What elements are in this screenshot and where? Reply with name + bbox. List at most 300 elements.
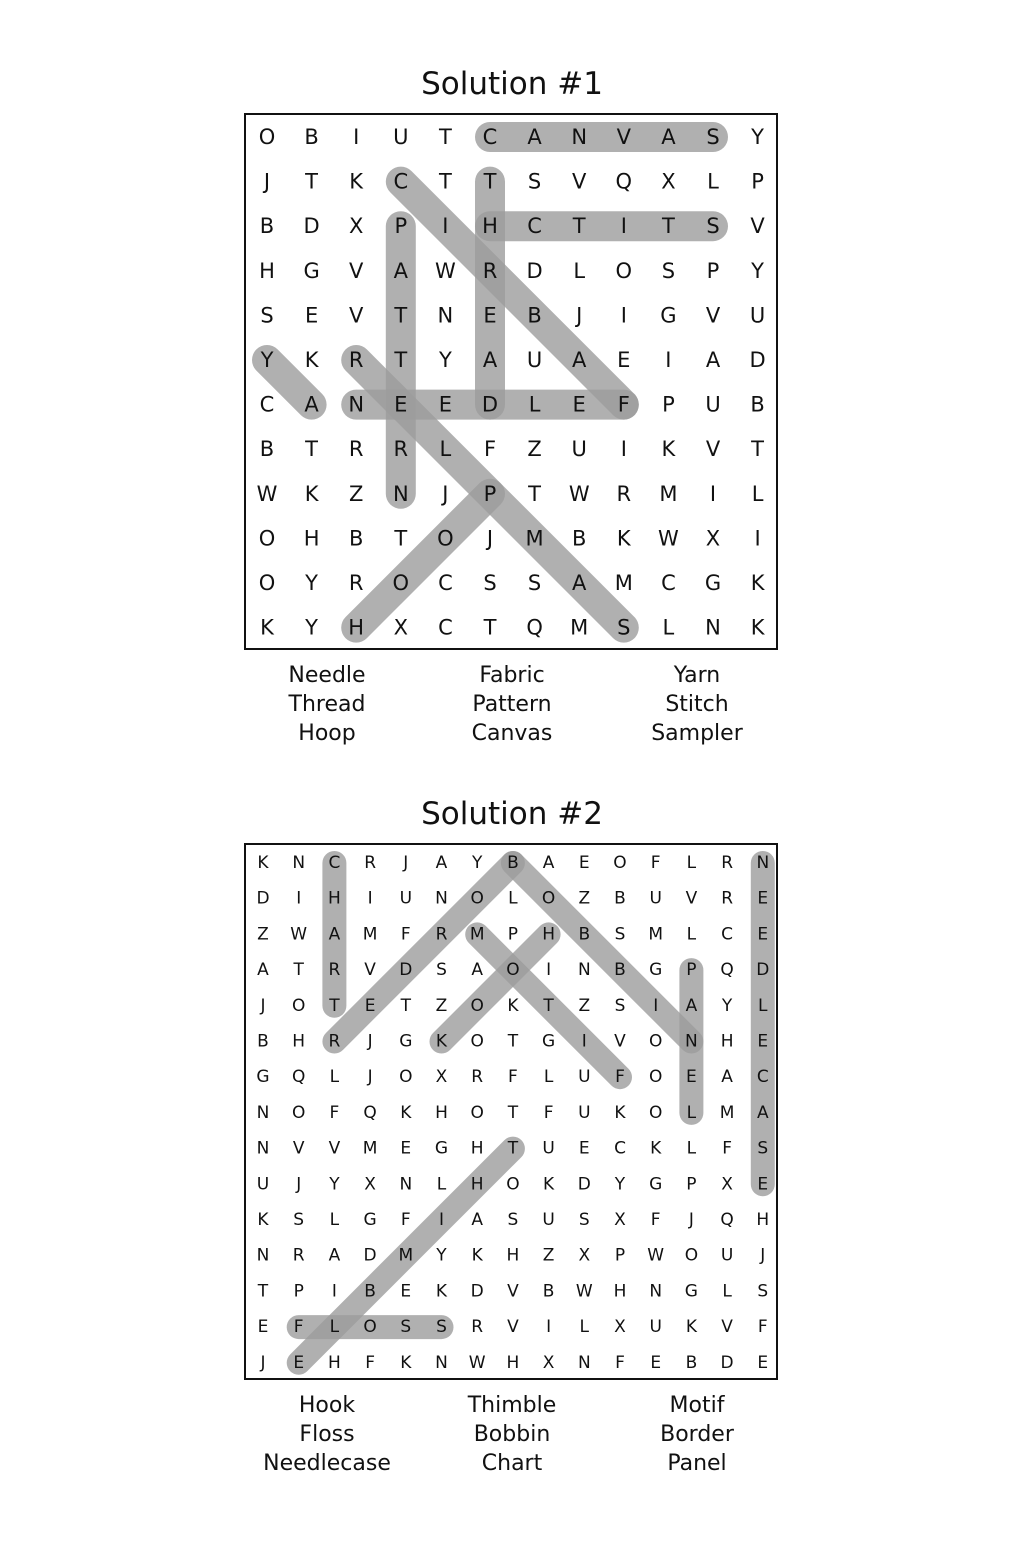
grid-letter[interactable]: N [256,1138,270,1159]
grid-letter[interactable]: N [705,615,721,640]
grid-letter[interactable]: T [305,169,319,194]
grid-letter[interactable]: H [470,1174,484,1195]
grid-letter[interactable]: Q [292,1067,306,1088]
grid-letter[interactable]: V [292,1138,305,1159]
grid-letter[interactable]: Y [751,125,765,149]
grid-letter[interactable]: F [365,1352,375,1373]
grid-letter[interactable]: U [571,437,587,462]
grid-letter[interactable]: I [546,960,552,981]
grid-letter[interactable]: W [647,1245,665,1266]
grid-letter[interactable]: N [435,1352,448,1373]
grid-letter[interactable]: I [442,214,449,239]
grid-letter[interactable]: O [399,1067,413,1088]
grid-letter[interactable]: G [660,303,677,328]
grid-letter[interactable]: A [435,853,448,873]
grid-letter[interactable]: Y [751,258,765,283]
grid-letter[interactable]: Q [720,960,734,981]
grid-letter[interactable]: K [471,1245,483,1266]
grid-letter[interactable]: F [722,1138,732,1159]
grid-letter[interactable]: B [542,1281,555,1302]
grid-letter[interactable]: Z [578,888,591,909]
grid-letter[interactable]: O [470,1031,484,1052]
grid-letter[interactable]: O [258,571,276,595]
grid-letter[interactable]: V [616,125,631,149]
grid-letter[interactable]: E [578,853,590,873]
grid-letter[interactable]: H [348,615,365,640]
grid-letter[interactable]: G [256,1067,270,1088]
grid-letter[interactable]: M [614,571,633,595]
grid-letter[interactable]: H [303,526,320,551]
grid-letter[interactable]: A [257,960,269,981]
grid-letter[interactable]: U [649,1317,662,1338]
grid-letter[interactable]: P [293,1281,304,1302]
grid-letter[interactable]: L [329,1317,340,1338]
grid-letter[interactable]: X [721,1174,733,1195]
grid-letter[interactable]: P [751,169,764,194]
grid-letter[interactable]: U [256,1174,270,1195]
grid-letter[interactable]: A [482,348,498,372]
grid-letter[interactable]: K [304,348,319,372]
grid-letter[interactable]: N [756,853,770,873]
grid-letter[interactable]: R [348,437,364,462]
grid-letter[interactable]: C [438,615,453,640]
grid-letter[interactable]: J [263,169,271,194]
grid-letter[interactable]: H [470,1138,484,1159]
grid-letter[interactable]: S [436,1317,447,1338]
grid-letter[interactable]: H [506,1245,520,1266]
grid-letter[interactable]: A [328,924,341,945]
grid-letter[interactable]: P [507,924,519,945]
grid-letter[interactable]: Z [542,1245,555,1266]
grid-letter[interactable]: T [438,169,452,194]
grid-letter[interactable]: Z [349,481,364,506]
grid-letter[interactable]: S [436,960,447,981]
grid-letter[interactable]: T [329,995,340,1016]
grid-letter[interactable]: T [661,214,675,239]
grid-letter[interactable]: I [754,526,761,551]
grid-letter[interactable]: L [707,169,719,194]
grid-letter[interactable]: K [400,1102,412,1123]
grid-letter[interactable]: N [256,1245,270,1266]
grid-letter[interactable]: L [751,481,764,506]
grid-letter[interactable]: K [661,437,676,462]
grid-letter[interactable]: P [706,258,720,283]
grid-letter[interactable]: U [542,1138,555,1159]
grid-letter[interactable]: F [650,1210,661,1230]
grid-letter[interactable]: K [260,615,274,640]
grid-letter[interactable]: D [720,1352,734,1373]
grid-letter[interactable]: S [661,258,676,283]
grid-letter[interactable]: Z [578,995,591,1016]
grid-letter[interactable]: O [506,1174,520,1195]
grid-letter[interactable]: A [471,960,484,981]
grid-letter[interactable]: W [468,1352,486,1373]
grid-letter[interactable]: G [399,1031,413,1052]
grid-letter[interactable]: M [525,526,544,551]
grid-letter[interactable]: L [528,392,541,417]
grid-letter[interactable]: B [527,303,542,328]
grid-letter[interactable]: P [483,481,497,506]
grid-letter[interactable]: G [434,1138,449,1159]
grid-letter[interactable]: C [259,392,275,417]
grid-letter[interactable]: V [750,214,765,239]
puzzle-1-grid[interactable] [244,113,778,650]
grid-letter[interactable]: E [757,1031,769,1052]
grid-letter[interactable]: O [363,1317,377,1338]
grid-letter[interactable]: B [750,392,765,417]
grid-letter[interactable]: B [259,214,275,239]
grid-letter[interactable]: C [438,571,453,595]
grid-letter[interactable]: Q [720,1210,734,1230]
grid-letter[interactable]: J [367,1031,373,1052]
grid-letter[interactable]: S [706,214,720,239]
grid-letter[interactable]: U [393,125,409,149]
grid-letter[interactable]: E [364,995,376,1016]
grid-letter[interactable]: K [435,1031,448,1052]
grid-letter[interactable]: U [578,1067,591,1088]
grid-letter[interactable]: O [437,526,454,551]
grid-letter[interactable]: G [303,258,320,283]
grid-letter[interactable]: B [259,437,275,462]
grid-letter[interactable]: N [437,303,454,328]
grid-letter[interactable]: L [508,888,518,909]
grid-letter[interactable]: R [435,924,448,945]
grid-letter[interactable]: E [757,888,769,909]
grid-letter[interactable]: E [400,1138,412,1159]
grid-letter[interactable]: M [362,1138,378,1159]
grid-letter[interactable]: L [329,1067,340,1088]
grid-letter[interactable]: G [649,960,663,981]
grid-letter[interactable]: B [507,853,519,873]
grid-letter[interactable]: L [686,924,697,945]
grid-letter[interactable]: D [749,348,766,372]
grid-letter[interactable]: K [750,615,765,640]
grid-letter[interactable]: V [572,169,587,194]
grid-letter[interactable]: K [507,995,519,1016]
grid-letter[interactable]: O [292,995,306,1016]
grid-letter[interactable]: T [543,995,554,1016]
grid-letter[interactable]: G [363,1210,377,1230]
grid-letter[interactable]: X [614,1210,626,1230]
grid-letter[interactable]: A [661,125,676,149]
grid-letter[interactable]: Y [305,615,319,640]
grid-letter[interactable]: F [508,1067,518,1088]
grid-letter[interactable]: U [720,1245,734,1266]
grid-letter[interactable]: C [756,1067,769,1088]
grid-letter[interactable]: H [542,924,555,945]
grid-letter[interactable]: H [720,1031,734,1052]
grid-letter[interactable]: L [579,1317,590,1338]
grid-letter[interactable]: U [649,888,662,909]
grid-letter[interactable]: H [435,1102,448,1123]
grid-letter[interactable]: M [362,924,378,945]
grid-letter[interactable]: O [470,995,484,1016]
grid-letter[interactable]: O [470,1102,484,1123]
grid-letter[interactable]: J [296,1174,302,1195]
grid-letter[interactable]: O [258,125,276,149]
grid-letter[interactable]: R [721,853,734,873]
grid-letter[interactable]: L [686,1138,697,1159]
grid-letter[interactable]: Q [363,1102,377,1123]
grid-letter[interactable]: S [614,924,626,945]
grid-letter[interactable]: E [483,303,497,328]
grid-letter[interactable]: B [348,526,364,551]
grid-letter[interactable]: B [578,924,591,945]
grid-letter[interactable]: V [705,303,721,328]
grid-letter[interactable]: W [256,481,278,506]
grid-letter[interactable]: S [757,1138,769,1159]
grid-letter[interactable]: A [685,995,698,1016]
grid-letter[interactable]: A [304,392,319,417]
grid-letter[interactable]: O [649,1102,663,1123]
grid-letter[interactable]: H [328,888,341,909]
puzzle-2-grid[interactable] [244,843,778,1380]
grid-letter[interactable]: K [685,1317,697,1338]
grid-letter[interactable]: T [507,1102,519,1123]
grid-letter[interactable]: X [578,1245,591,1266]
grid-letter[interactable]: F [483,437,497,462]
grid-letter[interactable]: A [328,1245,341,1266]
grid-letter[interactable]: V [614,1031,626,1052]
grid-letter[interactable]: N [435,888,448,909]
grid-letter[interactable]: K [614,1102,626,1123]
grid-letter[interactable]: A [393,258,408,283]
grid-letter[interactable]: O [258,526,276,551]
grid-letter[interactable]: F [329,1102,340,1123]
grid-letter[interactable]: Y [305,571,319,595]
grid-letter[interactable]: M [398,1245,414,1266]
grid-letter[interactable]: B [304,125,319,149]
grid-letter[interactable]: G [649,1174,663,1195]
grid-letter[interactable]: J [760,1245,766,1266]
grid-letter[interactable]: S [507,1210,519,1230]
grid-letter[interactable]: L [686,853,697,873]
grid-letter[interactable]: K [257,1210,269,1230]
grid-letter[interactable]: R [328,1031,341,1052]
grid-letter[interactable]: I [620,437,627,462]
grid-letter[interactable]: T [483,615,497,640]
grid-letter[interactable]: I [620,214,627,239]
grid-letter[interactable]: R [348,348,364,372]
grid-letter[interactable]: E [304,303,319,328]
grid-letter[interactable]: C [328,853,341,873]
grid-letter[interactable]: B [685,1352,698,1373]
grid-letter[interactable]: F [543,1102,554,1123]
grid-letter[interactable]: O [470,888,484,909]
grid-letter[interactable]: D [526,258,543,283]
grid-letter[interactable]: R [721,888,734,909]
grid-letter[interactable]: O [684,1245,699,1266]
grid-letter[interactable]: F [400,1210,411,1230]
grid-letter[interactable]: U [749,303,766,328]
grid-letter[interactable]: D [363,1245,377,1266]
grid-letter[interactable]: J [486,526,494,551]
grid-letter[interactable]: U [526,348,543,372]
grid-letter[interactable]: H [506,1352,520,1373]
grid-letter[interactable]: R [348,571,364,595]
grid-letter[interactable]: T [305,437,319,462]
grid-letter[interactable]: N [649,1281,663,1302]
grid-letter[interactable]: L [329,1210,340,1230]
grid-letter[interactable]: V [705,437,721,462]
grid-letter[interactable]: I [331,1281,337,1302]
grid-letter[interactable]: Q [526,615,543,640]
grid-letter[interactable]: U [578,1102,591,1123]
grid-letter[interactable]: X [614,1317,626,1338]
grid-letter[interactable]: L [436,1174,447,1195]
grid-letter[interactable]: Y [438,348,452,372]
grid-letter[interactable]: E [617,348,631,372]
grid-letter[interactable]: E [650,1352,662,1373]
grid-letter[interactable]: Q [615,169,633,194]
grid-letter[interactable]: E [757,924,769,945]
grid-letter[interactable]: E [438,392,453,417]
grid-letter[interactable]: Z [527,437,542,462]
grid-letter[interactable]: S [483,571,497,595]
grid-letter[interactable]: K [304,481,319,506]
grid-letter[interactable]: N [577,960,591,981]
grid-letter[interactable]: N [348,392,365,417]
grid-letter[interactable]: J [688,1210,694,1230]
grid-letter[interactable]: V [328,1138,341,1159]
grid-letter[interactable]: S [527,571,542,595]
grid-letter[interactable]: I [581,1031,587,1052]
grid-letter[interactable]: A [542,853,555,873]
grid-letter[interactable]: N [256,1102,270,1123]
grid-letter[interactable]: B [571,526,587,551]
grid-letter[interactable]: K [349,169,364,194]
grid-letter[interactable]: E [757,1174,769,1195]
grid-letter[interactable]: T [528,481,542,506]
grid-letter[interactable]: T [507,1031,519,1052]
grid-letter[interactable]: P [686,1174,697,1195]
grid-letter[interactable]: M [659,481,678,506]
grid-letter[interactable]: A [756,1102,769,1123]
grid-letter[interactable]: I [546,1317,552,1338]
grid-letter[interactable]: V [364,960,376,981]
grid-letter[interactable]: R [328,960,341,981]
grid-letter[interactable]: V [507,1281,519,1302]
grid-letter[interactable]: S [527,169,542,194]
grid-letter[interactable]: M [469,924,485,945]
grid-letter[interactable]: J [403,853,409,873]
grid-letter[interactable]: X [349,214,364,239]
grid-letter[interactable]: V [349,258,364,283]
grid-letter[interactable]: L [722,1281,732,1302]
grid-letter[interactable]: F [400,924,411,945]
grid-letter[interactable]: B [614,960,626,981]
grid-letter[interactable]: R [471,1067,484,1088]
grid-letter[interactable]: M [719,1102,735,1123]
grid-letter[interactable]: A [572,348,587,372]
grid-letter[interactable]: X [661,169,676,194]
grid-letter[interactable]: T [394,526,408,551]
grid-letter[interactable]: V [507,1317,519,1338]
grid-letter[interactable]: Y [614,1174,626,1195]
grid-letter[interactable]: S [578,1210,590,1230]
grid-letter[interactable]: B [257,1031,269,1052]
grid-letter[interactable]: O [392,571,410,595]
grid-letter[interactable]: K [750,571,765,595]
grid-letter[interactable]: C [482,125,498,149]
grid-letter[interactable]: Y [329,1174,340,1195]
grid-letter[interactable]: S [706,125,720,149]
grid-letter[interactable]: Y [436,1245,447,1266]
grid-letter[interactable]: K [543,1174,555,1195]
grid-letter[interactable]: S [400,1317,412,1338]
grid-letter[interactable]: W [435,258,456,283]
grid-letter[interactable]: T [394,303,408,328]
grid-letter[interactable]: F [617,392,630,417]
grid-letter[interactable]: K [400,1352,412,1373]
grid-letter[interactable]: U [705,392,721,417]
grid-letter[interactable]: O [541,888,556,909]
grid-letter[interactable]: F [650,853,661,873]
grid-letter[interactable]: D [256,888,270,909]
grid-letter[interactable]: R [471,1317,484,1338]
grid-letter[interactable]: O [506,960,520,981]
grid-letter[interactable]: R [364,853,377,873]
grid-letter[interactable]: G [684,1281,698,1302]
grid-letter[interactable]: D [756,960,770,981]
grid-letter[interactable]: A [527,125,542,149]
grid-letter[interactable]: I [367,888,373,909]
grid-letter[interactable]: N [571,125,588,149]
grid-letter[interactable]: Y [472,853,483,873]
grid-letter[interactable]: O [649,1067,663,1088]
grid-letter[interactable]: S [260,303,274,328]
grid-letter[interactable]: H [756,1210,770,1230]
grid-letter[interactable]: M [648,924,664,945]
grid-letter[interactable]: R [616,481,632,506]
grid-letter[interactable]: L [686,1102,697,1123]
grid-letter[interactable]: T [400,995,411,1016]
grid-letter[interactable]: C [721,924,734,945]
grid-letter[interactable]: F [615,1067,625,1088]
grid-letter[interactable]: V [721,1317,733,1338]
grid-letter[interactable]: R [393,437,409,462]
grid-letter[interactable]: S [617,615,631,640]
grid-letter[interactable]: J [367,1067,373,1088]
grid-letter[interactable]: P [662,392,675,417]
grid-letter[interactable]: E [293,1352,305,1373]
grid-letter[interactable]: H [292,1031,306,1052]
grid-letter[interactable]: M [570,615,589,640]
grid-letter[interactable]: T [507,1138,519,1159]
grid-letter[interactable]: J [260,1352,266,1373]
grid-letter[interactable]: E [757,1352,769,1373]
grid-letter[interactable]: G [704,571,722,595]
grid-letter[interactable]: I [438,1210,445,1230]
grid-letter[interactable]: D [470,1281,484,1302]
grid-letter[interactable]: E [257,1317,269,1338]
grid-letter[interactable]: A [705,348,721,372]
grid-letter[interactable]: E [394,392,408,417]
grid-letter[interactable]: F [293,1317,304,1338]
grid-letter[interactable]: R [482,258,498,283]
grid-letter[interactable]: X [393,615,408,640]
grid-letter[interactable]: A [721,1067,733,1088]
grid-letter[interactable]: T [257,1281,269,1302]
grid-letter[interactable]: W [290,924,308,945]
grid-letter[interactable]: U [542,1210,555,1230]
grid-letter[interactable]: W [658,526,679,551]
grid-letter[interactable]: T [438,125,452,149]
grid-letter[interactable]: Z [435,995,448,1016]
grid-letter[interactable]: L [662,615,675,640]
grid-letter[interactable]: E [578,1138,590,1159]
grid-letter[interactable]: F [757,1317,768,1338]
